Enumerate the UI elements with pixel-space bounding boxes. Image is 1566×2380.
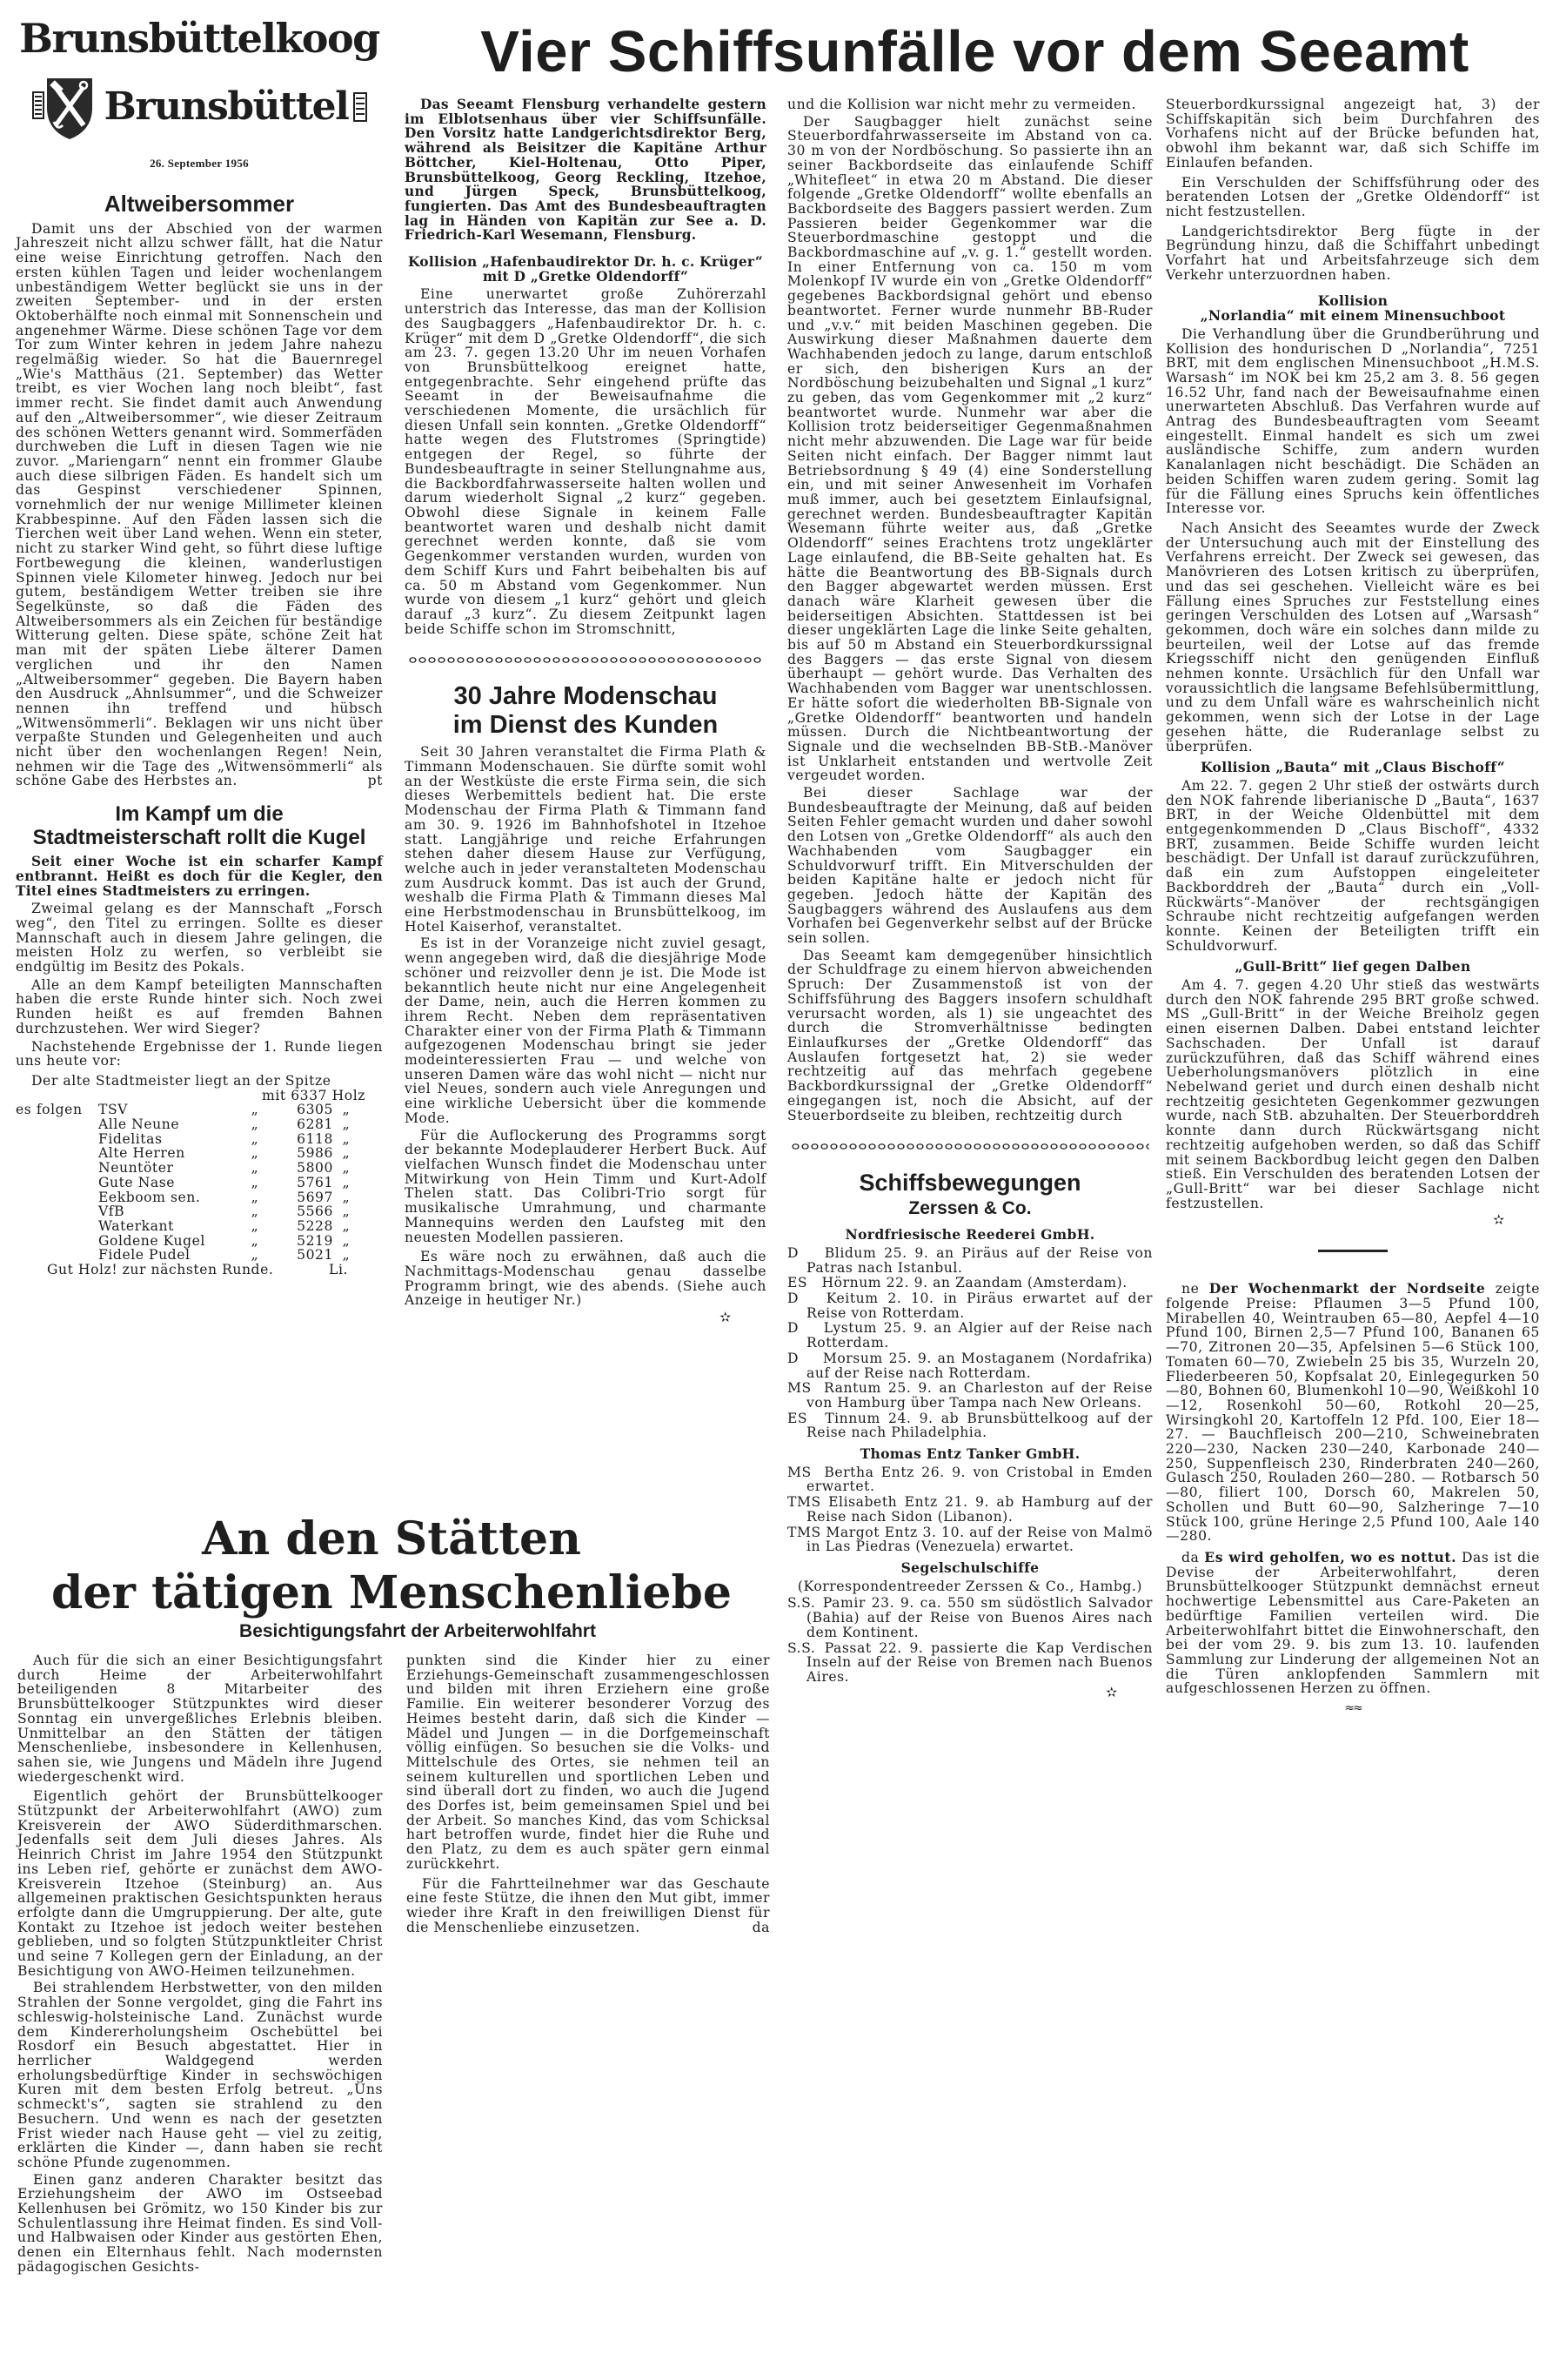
follow-label — [16, 1146, 98, 1161]
ship-status: Passat 22. 9. passierte die Kap Verdischen Inseln auf der Reise von Bremen nach Buenos Aires. — [806, 1639, 1153, 1685]
follow-label — [16, 1204, 98, 1219]
article-paragraph: Eigentlich gehört der Brunsbüttelkooger Stützpunkt der Arbeiterwohlfahrt (AWO) zum Kreisverein der AWO Süderdithmarschen. Jedenfalls seit dem Juli dieses Jahres. Als Heinrich Christ im Jahre 1954 den Stützpunkt ins Leben rief, gehörte er zunächst dem AWO-Kreisverein Itzehoe (Steinburg) an. Aus allgemeinen praktischen Gesichtspunkten heraus erfolgte dann die Umgruppierung. Der alte, gute Kontakt zu Itzehoe ist jedoch weiter bestehen geblieben, und so folgten Stützpunktleiter Christ und seine 7 Kollegen gern der Einladung, an der Besichtigung von AWO-Heimen teilzunehmen. — [17, 1788, 383, 1979]
article-heading — [405, 682, 766, 740]
ditto-mark: „ — [251, 1174, 259, 1190]
article-paragraph: punkten sind die Kinder hier zu einer Erziehungs-Gemeinschaft zusammengeschlossen und bilden mit ihren Erziehern eine große Familie. Ein weiterer besonderer Vorzug des Heimes besteht darin, daß sich die Kinder — Mädel und Jungen — in die Dorfgemeinschaft völlig einfügen. So besuchen sie die Volks- und Mittelschule des Ortes, sie nehmen teil an seinem kulturellen und sportlichen Leben und sind überall dort zu finden, wo auch die Jugend des Dorfes ist, beim gemeinsamen Spiel und bei der Arbeit. So manches Kind, das vom Schicksal hart betroffen wurde, findet hier die Ruhe und den Platz, zu dem es auch später gern einmal zurückkehrt. — [406, 1653, 770, 1872]
results-row — [16, 1204, 383, 1219]
section-divider — [1318, 1250, 1388, 1252]
ditto-mark: „ — [251, 1130, 259, 1147]
article-paragraph: Damit uns der Abschied von der warmen Jahreszeit nicht allzu schwer fällt, hat die Natur eine weise Einrichtung getroffen. Nach den ersten kühlen Tagen und leider wochenlangem unbeständigem Wetter beglückt sie uns in der zweiten September- und in der ersten Oktoberhälfte noch einmal mit Sonnenschein und angenehmer Wärme. Diese schönen Tage vor dem Tor zum Winter kehren in jedem Jahre nahezu regelmäßig wieder. So hat die Bauernregel „Wie's Matthäus (21. September) das Wetter treibt, es vier Wochen lang noch bleibt“, fast immer recht. Sie findet damit auch Anwendung auf den „Altweibersommer“, wie dieser Zeitraum des schönen Wetters genannt wird. Sommerfäden durchweben die Luft in diesen Tagen wie nie zuvor. „Mariengarn“ nennt ein frommer Glaube auch diese silbrigen Fäden. Es handelt sich um das Gespinst verschiedener Spinnen, vornehmlich der nur wenige Millimeter kleinen Krabbespinne. Auf den Fäden lassen sich die Tierchen weit über Land wehen. Wenn ein steter, nicht zu starker Wind geht, so führt diese luftige Fortbewegung die kleinen, wanderlustigen Spinnen viele Kilometer hinweg. Jedoch nur bei gutem, beständigem Wetter treiben sie ihre Segelkünste, so daß die Fäden des Altweibersommers als ein Zeichen für beständige Witterung gelten. Diese späte, schöne Zeit hat man mit der späten Liebe älterer Damen verglichen und ihr den Namen „Altweibersommer“ gegeben. Die Bayern haben den Ausdruck „Ahnlsummer“, und die Schweizer nennen ihn treffend und hübsch „Witwensömmerli“. Beklagen wir uns nicht über verpaßte Stunden und Gelegenheiten und auch nicht über den wochenlangen Regen! Nein, nehmen wir die Tage des „Witwensömmerli“ als schöne Gabe des Herbstes an. pt — [16, 220, 383, 789]
results-row — [16, 1248, 383, 1263]
team-name: Fidele Pudel — [98, 1247, 191, 1264]
article-paragraph: Es ist in der Voranzeige nicht zuviel gesagt, wenn angegeben wird, daß die diesjährige Mode schöner und reizvoller denn je ist. Die Mode ist bekanntlich heute nicht nur eine Angelegenheit der Dame, nein, auch die Herren kommen zu ihrem Recht. Neben dem repräsentativen Charakter einer von der Firma Plath & Timmann aufgezogenen Modenschau bringt sie jeder modeinteressierten Frau — und welche von unseren Damen wäre das wohl nicht — nicht nur viel Neues, sondern auch viele Anregungen und eine wirkliche Uebersicht über die kommende Mode. — [405, 935, 766, 1126]
wochenmarkt-paragraph — [1166, 1282, 1540, 1544]
ship-status: Bertha Entz 26. 9. von Cristobal in Emden erwartet. — [806, 1464, 1153, 1495]
company-heading: Thomas Entz Tanker GmbH. — [860, 1445, 1081, 1463]
team-name: Eekboom sen. — [98, 1189, 201, 1205]
ship-status: Rantum 25. 9. an Charleston auf der Reise von Hamburg über Tampa nach New Orleans. — [806, 1380, 1154, 1411]
item-title: Der Wochenmarkt der Nordseite — [1208, 1280, 1486, 1297]
ship-entry — [787, 1321, 1153, 1350]
wave-end-mark-icon: ≈≈ — [1344, 1701, 1362, 1716]
column-1-bottom — [17, 1653, 383, 2277]
ditto-mark: „ — [251, 1160, 259, 1177]
section-heading: „Gull-Britt“ lief gegen Dalben — [1235, 958, 1471, 975]
team-score: 5228 — [297, 1218, 333, 1234]
ditto-mark: „ — [251, 1232, 259, 1249]
ship-status: Elisabeth Entz 21. 9. ab Hamburg auf der Reise nach Sidon (Libanon). — [806, 1494, 1153, 1525]
follow-label — [16, 1248, 98, 1263]
follow-label — [16, 1132, 98, 1147]
coat-of-arms-icon — [31, 73, 99, 141]
ship-entry — [787, 1291, 1153, 1320]
ship-type: S.S. — [787, 1595, 816, 1612]
article-paragraph: Für die Auflockerung des Programms sorgt der bekannte Modeplauderer Herbert Buck. Auf vielfachen Wunsch findet die Modenschau unter Mitwirkung von Hein Timm und Kurt-Adolf Thelen statt. Das Colibri-Trio sorgt für musikalische Umrahmung, und charmante Mannequins werden den Laufsteg mit den neuesten Modellen passieren. — [405, 1127, 766, 1245]
ship-entry — [787, 1596, 1153, 1639]
ship-entry — [787, 1246, 1153, 1275]
follow-label — [16, 1219, 98, 1234]
team-name: Waterkant — [98, 1218, 174, 1234]
column-4 — [1166, 97, 1540, 1716]
closing-line: Gut Holz! zur nächsten Runde. — [47, 1262, 274, 1278]
author-signature: da — [752, 1919, 770, 1935]
ship-type: D — [787, 1320, 800, 1337]
masthead-subtitle: Brunsbüttel — [104, 84, 349, 129]
ship-type: TMS — [787, 1524, 821, 1540]
ditto-mark: „ — [342, 1160, 351, 1177]
team-name: Alle Neune — [98, 1116, 180, 1133]
ditto-mark: „ — [251, 1247, 259, 1264]
article-paragraph: Das Seeamt kam demgegenüber hinsichtlich der Schuldfrage zu einem hiervon abweichenden Spruch: Der Zusammenstoß ist von der Schiffsführung des Baggers insofern schuldhaft verursacht worden, als 1) sie ungeachtet des durch die Stromverhältnisse bedingten Einlaufkurses der „Gretke Oldendorff“ das Auslaufen fortgesetzt hat, 2) sie weder rechtzeitig auf das mehrfach gegebene Backbordkurssignal der „Gretke Oldendorff“ eingegangen ist, noch die Absicht, auf der Steuerbordseite zu bleiben, rechtzeitig durch — [787, 947, 1153, 1123]
follow-label: es folgen — [16, 1102, 83, 1118]
article-paragraph: Es wäre noch zu erwähnen, daß auch die Nachmittags-Modenschau genau dasselbe Programm bringt, wie des abends. (Siehe auch Anzeige in heutiger Nr.) — [405, 1249, 766, 1309]
ship-entry — [787, 1495, 1153, 1524]
article-kegeln — [16, 802, 383, 1277]
article-paragraph: Am 4. 7. gegen 4.20 Uhr stieß das westwärts durch den NOK fahrende 295 BRT große schwed. MS „Gull-Britt“ in der Weiche Breiholz gegen einen eisernen Dalben. Dabei entstand leichter Sachschaden. Der Unfall ist darauf zurückzuführen, daß das Schiff während eines Ueberholungsmanövers plötzlich in eine Nebelwand geriet und durch einen deshalb nicht rechtzeitig gesichteten Gegenkommer gezwungen wurde, nach StB. abzuhalten. Der Steuerborddreh konnte dann durch Rückwärtsgang nicht rechtzeitig aufgehoben werden, so daß das Schiff mit seinem Backbordbug leicht gegen den Dalben stieß. Ein Verschulden des beratenden Lotsen der „Gull-Britt“ war bei dieser Sachlage nicht festzustellen. — [1166, 977, 1540, 1211]
ship-status: Lystum 25. 9. an Algier auf der Reise nach Rotterdam. — [806, 1320, 1153, 1351]
article-paragraph: Seit 30 Jahren veranstaltet die Firma Plath & Timmann Modenschauen. Sie dürfte somit wohl an der Westküste die erste Firma sein, die sich dieses Werbemittels bedient hat. Die erste Modenschau der Firma Plath & Timmann fand am 30. 9. 1926 im Bahnhofshotel in Itzehoe statt. Langjährige und reiche Erfahrungen stehen daher diesem Hause zur Verfügung, welche auch in jeder veranstalteten Modenschau zum Ausdruck kommt. Das ist auch der Grund, weshalb die Firma Plath & Timmann dieses Mal eine Herbstmodenschau in Brunsbüttelkoog, im Hotel Kaiserhof, veranstaltet. — [405, 744, 766, 935]
article-heading: Im Kampf um die Stadtmeisterschaft rollt die Kugel — [32, 802, 366, 850]
article-altweibersommer — [16, 191, 383, 788]
leader-text: Der alte Stadtmeister liegt an der Spitze — [31, 1072, 331, 1089]
ditto-mark: „ — [342, 1130, 351, 1147]
team-name: Alte Herren — [98, 1145, 185, 1162]
article-lead: Das Seeamt Flensburg verhandelte gestern im Elblotsenhaus über vier Schiffsunfälle. Den Vorsitz hatte Landgerichtsdirektor Berg, während als Beisitzer die Kapitäne Arthur Böttcher, Kiel-Holtenau, Otto Piper, Brunsbüttelkoog, Georg Reckling, Itzehoe, und Jürgen Speck, Brunsbüttelkoog, fungierten. Das Amt des Bundesbeauftragten lag in Händen von Kapitän zur See a. D. Friedrich-Karl Wesemann, Flensburg. — [405, 97, 766, 244]
article-paragraph: Zweimal gelang es der Mannschaft „Forsch weg“, den Titel zu erringen. Sollte es dieser Mannschaft auch in diesem Jahre gelingen, die meisten Holz zu werfen, so verbleibt sie endgültig im Besitz des Pokals. — [16, 901, 383, 975]
ditto-mark: „ — [342, 1247, 351, 1264]
ditto-mark: „ — [342, 1218, 351, 1234]
article-paragraph: Bei dieser Sachlage war der Bundesbeauftragte der Meinung, daß auf beiden Seiten Fehler gemacht wurden und daher sowohl den Lotsen von „Gretke Oldendorff“ als auch den Wachhabenden vom Saugbagger ein Schuldvorwurf trifft. Ein Mitverschulden der beiden Kapitäne halte er jedoch nicht für gegeben. Jedoch hätte der Kapitän des Saugbaggers während des Auslaufens aus dem Vorhafen bei Gegenverkehr selbst auf der Brücke sein sollen. — [787, 785, 1153, 947]
results-row — [16, 1219, 383, 1234]
results-row — [16, 1234, 383, 1249]
issue-date: 26. September 1956 — [150, 157, 249, 170]
team-name: Fidelitas — [98, 1130, 163, 1147]
team-score: 5219 — [297, 1232, 333, 1249]
ship-entry — [787, 1525, 1153, 1554]
heading-line: im Dienst des Kunden — [452, 711, 719, 740]
ship-status: Margot Entz 3. 10. auf der Reise von Malmö in Las Piedras (Venezuela) erwartet. — [806, 1524, 1153, 1555]
ornament-divider — [791, 1142, 1149, 1151]
masthead-crest-row — [16, 73, 383, 141]
ship-type: D — [787, 1350, 800, 1366]
column-3 — [787, 97, 1153, 1700]
company-heading: Nordfriesische Reederei GmbH. — [845, 1226, 1095, 1244]
article-paragraph: Ein Verschulden der Schiffsführung oder des beratenden Lotsen der „Gretke Oldendorff“ ist nicht festzustellen. — [1166, 174, 1540, 219]
ship-type: MS — [787, 1464, 812, 1480]
results-row — [16, 1161, 383, 1176]
leader-score: mit 6337 Holz — [262, 1087, 365, 1103]
article-paragraph: Einen ganz anderen Charakter besitzt das Erziehungsheim der AWO im Ostseebad Kellenhusen bei Grömitz, wo 150 Kinder bis zur Schulentlassung ihre Heimat finden. Es sind Voll- und Halbwaisen oder Kinder aus gestörten Ehen, denen ein Elternhaus fehlt. Nach modernsten pädagogischen Gesichts- — [17, 2171, 383, 2275]
headline-line: der tätigen Menschenliebe — [51, 1566, 732, 1619]
ditto-mark: „ — [342, 1116, 351, 1133]
article-paragraph: Landgerichtsdirektor Berg fügte in der Begründung hinzu, daß die Schiffahrt unbedingt Vorfahrt hat und Arbeitsfahrzeuge sich dem Verkehr unterzuordnen haben. — [1166, 223, 1540, 283]
ship-movements — [787, 1169, 1153, 1699]
article-paragraph: Auch für die sich an einer Besichtigungsfahrt durch Heime der Arbeiterwohlfahrt beteiligenden 8 Mitarbeiter des Brunsbüttelkooger Stützpunktes wird dieser Sonntag ein unvergeßliches Erlebnis bleiben. Unmittelbar an den Stätten der tätigen Menschenliebe, insbesondere in Kellenhusen, sahen sie, wie Jungens und Mädeln ihre Jugend wiedergeschenkt wird. — [17, 1653, 383, 1785]
menschenliebe-headline — [0, 1512, 783, 1643]
ship-entry — [787, 1381, 1153, 1410]
ship-type: D — [787, 1291, 800, 1307]
masthead — [16, 12, 383, 171]
team-score: 5697 — [297, 1189, 333, 1205]
section-heading: Kollision „Hafenbaudirektor Dr. h. c. Krüger“ mit D „Gretke Oldendorff“ — [407, 254, 764, 285]
ditto-mark: „ — [251, 1189, 259, 1205]
team-name: Neuntöter — [98, 1160, 174, 1177]
ship-entry — [787, 1641, 1153, 1685]
section-heading: Kollision „Norlandia“ mit einem Minensuchboot — [1200, 292, 1506, 325]
column-2-bottom — [406, 1653, 770, 1937]
ship-status: Keitum 2. 10. in Piräus erwartet auf der Reise von Rotterdam. — [806, 1291, 1153, 1321]
ship-status: Hörnum 22. 9. an Zaandam (Amsterdam). — [821, 1275, 1128, 1291]
article-paragraph: Bei strahlendem Herbstwetter, von den milden Strahlen der Sonne vergoldet, ging die Fahrt ins schleswig-holsteinische Land. Zunächst wurde dem Kindererholungsheim Oschebüttel bei Rosdorf ein Besuch abgestattet. Hier in herrlicher Waldgegend werden erholungsbedürftige Kinder in sechswöchigen Kuren mit dem besten Erfolg betreut. „Uns schmeckt's“, sagten sie strahlend zu den Besuchern. Und wenn es nach der gesetzten Frist wieder nach Hause geht — viel zu zeitig, erklärten die Kinder —, dann haben sie recht schöne Pfunde zugenommen. — [17, 1980, 383, 2170]
ship-status: Morsum 25. 9. an Mostaganem (Nordafrika) auf der Reise nach Rotterdam. — [806, 1350, 1153, 1381]
author-initials: ne — [1181, 1281, 1200, 1297]
results-row — [16, 1190, 383, 1205]
ship-status: Tinnum 24. 9. ab Brunsbüttelkoog auf der Reise nach Philadelphia. — [806, 1410, 1153, 1441]
ditto-mark: „ — [342, 1102, 351, 1118]
article-paragraph: und die Kollision war nicht mehr zu vermeiden. — [787, 97, 1136, 112]
ditto-mark: „ — [251, 1102, 259, 1118]
ship-type: ES — [787, 1275, 808, 1291]
item-text: zeigte folgende Preise: Pflaumen 3—5 Pfund 100, Mirabellen 40, Weintrauben 65—80, Aepfel 4—10 Pfund 100, Birnen 2,5—7 Pfund 100, Bananen 65—70, Zitronen 20—35, Apfelsinen 5—6 Stück 100, Tomaten 60—70, Zwiebeln 25 bis 35, Wurzeln 20, Fliederbeeren 50, Kopfsalat 20, Einlegegurken 50—80, Bohnen 60, Blumenkohl 10—90, Weißkohl 10—12, Rosenkohl 50—60, Rotkohl 20—25, Wirsingkohl 20, Kartoffeln 12 Pfd. 100, Eier 18—27. — Bauchfleisch 200—210, Schweinebraten 220—230, Nacken 230—240, Karbonade 240—250, Suppenfleisch 230, Rinderbraten 240—260, Gulasch 250, Rouladen 260—280. — Rotbarsch 50—80, filiert 100, Dorsch 60, Makrelen 50, Schollen und Butt 60—90, Salzheringe 7—10 Stück 100, grüne Heringe 2,5 Pfund 100, Aale 140—280. — [1166, 1281, 1540, 1545]
end-star-icon: ✫ — [1493, 1211, 1505, 1229]
item-text: Das ist die Devise der Arbeiterwohlfahrt, deren Brunsbüttelkooger Stützpunkt demnächst erneut hochwertige Lebensmittel aus Care-Paketen an bedürftige Familien verteilen wird. Die Arbeiterwohlfahrt bittet die Einwohnerschaft, den bei der vom 29. 9. bis zum 13. 10. laufenden Sammlung zur Linderung der allgemeinen Not an die Türen anklopfenden Sammlern mit aufgeschlossenen Herzen zu öffnen. — [1166, 1549, 1540, 1697]
article-paragraph: Die Verhandlung über die Grundberührung und Kollision des hondurischen D „Norlandia“, 7251 BRT, mit dem englischen Minensuchboot „H.M.S. Warsash“ im NOK bei km 25,2 am 3. 8. 56 gegen 16.52 Uhr, fand nach der Beweisaufnahme einen unerwarteten Abschluß. Das Verfahren wurde auf Antrag des Bundesbeauftragten vom Seeamt eingestellt. Einmal handelt es sich um zwei ausländische Schiffe, zum andern wurden Kanalanlagen nicht beschädigt. Die Schäden an beiden Schiffen waren zudem gering. Somit lag für die Fällung eines Spruchs kein öffentliches Interesse vor. — [1166, 325, 1540, 517]
author-signature: pt — [367, 773, 383, 789]
follow-label — [16, 1161, 98, 1176]
ship-entry — [787, 1465, 1153, 1494]
team-score: 5566 — [297, 1203, 333, 1220]
results-row — [16, 1132, 383, 1147]
article-paragraph: Nachstehende Ergebnisse der 1. Runde liegen uns heute vor: — [16, 1038, 383, 1069]
follow-label — [16, 1234, 98, 1249]
headline-line: An den Stätten — [202, 1512, 581, 1565]
section-heading: Schiffsbewegungen — [859, 1170, 1081, 1197]
results-row — [16, 1117, 383, 1132]
article-paragraph: Eine unerwartet große Zuhörerzahl unterstrich das Interesse, das man der Kollision des Saugbaggers „Hafenbaudirektor Dr. h. c. Krüger“ mit dem D „Gretke Oldendorff“, die sich am 23. 7. gegen 13.20 Uhr im neuen Vorhafen von Brunsbüttelkoog ereignet hatte, entgegenbrachte. Sehr eingehend prüfte das Seeamt in der Beweisaufnahme die verschiedenen Momente, die ursächlich für diesen Unfall sein konnten. „Gretke Oldendorff“ hatte wegen des Flutstromes (Springtide) entgegen der Regel, so führte der Bundesbeauftragte in seiner Stellungnahme aus, die Backbordfahrwasserseite halten wollen und darum wiederholt Signal „2 kurz“ gegeben. Obwohl diese Signale in keinem Falle beantwortet waren und deshalb nicht damit gerechnet werden konnte, daß sie vom Gegenkommer verstanden wurden, wurden von dem Schiff Kurs und Fahrt beibehalten bis auf ca. 50 m Abstand vom Gegenkommer. Nun wurde von diesem „1 kurz“ gehört und gleich darauf „3 kurz“. Zu diesem Zeitpunkt lagen beide Schiffe schon im Stromschnitt, — [405, 286, 766, 637]
end-star-icon: ✫ — [1106, 1683, 1118, 1700]
article-paragraph: Nach Ansicht des Seeamtes wurde der Zweck der Untersuchung auch mit der Einstellung des Verfahrens erreicht. Der Zweck sei gewesen, das Manövrieren des Lotsen kritisch zu überprüfen, und das sei geschehen. Vielleicht wäre es bei Fällung eines Spruches zur Feststellung eines geringen Verschulden des Lotsen auf „Warsash“ gekommen, doch wäre ein solches dann milde zu beurteilen, weil der Lotse auf das fremde Kriegsschiff nicht den genügenden Einfluß nehmen konnte. Ursächlich für den Unfall war voraussichtlich die langsame Befehlsübermittlung, und zu dem Unfall wäre es wahrscheinlich nicht gekommen, wenn sich der Lotse in der Lage gesehen hätte, die Ruderanlage selbst zu überprüfen. — [1166, 520, 1540, 754]
ship-type: TMS — [787, 1494, 821, 1511]
team-score: 6305 — [297, 1102, 333, 1118]
column-2-top — [405, 97, 766, 1324]
ditto-mark: „ — [251, 1116, 259, 1133]
ditto-mark: „ — [342, 1232, 351, 1249]
ditto-mark: „ — [251, 1203, 259, 1220]
ditto-mark: „ — [342, 1189, 351, 1205]
follow-label — [16, 1117, 98, 1132]
team-name: TSV — [98, 1102, 128, 1118]
article-paragraph: Der Saugbagger hielt zunächst seine Steuerbordfahrwasserseite im Abstand von ca. 30 m von der Nordböschung. So passierte ihn an seiner Backbordseite das einlaufende Schiff „Whitefleet“ in etwa 20 m Abstand. Die dieser folgende „Gretke Oldendorff“ wollte ebenfalls an Backbordseite des Baggers passiert werden. Zum Passieren beider Gegenkommer war die Steuerbordmaschine gestoppt und die Backbordmaschine auf „v. g. 1.“ gestellt worden. In einer Entfernung von ca. 150 m vom Molenkopf IV wurde ein von „Gretke Oldendorff“ gegebenes Backbordsignal gehört und ebenso beantwortet. Ferner wurde nunmehr BB-Ruder und „v.v.“ mit beiden Maschinen gegeben. Die Auswirkung dieser Maßnahmen dauerte dem Wachhabenden jedoch zu lange, darum entschloß er sich, den bisherigen Kurs an der Nordböschung beizubehalten und Signal „1 kurz“ zu geben, das vom Gegenkommer mit „2 kurz“ beantwortet wurde. Nunmehr war aber die Kollision trotz beiderseitiger Gegenmaßnahmen nicht mehr abzuwenden. Die Lage war für beide Seiten nicht einfach. Der Bagger nimmt laut Betriebsordnung § 49 (4) eine Sonderstellung ein, und mit seiner Anwesenheit im Vorhafen muß immer, auch bei gesetztem Einlaufsignal, gerechnet werden. Bundesbeauftragter Kapitän Wesemann führte weiter aus, daß „Gretke Oldendorff“ seines Erachtens trotz ungeklärter Lage einlaufend, die BB-Seite gehalten hat. Es hätte die Beantwortung des BB-Signals durch den Bagger abgewartet werden müssen. Erst danach wäre Klarheit gewesen über die beiderseitigen Absichten. Stattdessen ist bei dieser ungeklärten Lage die linke Seite gehalten, bis auf 50 m Abstand ein Steuerbordkurssignal des Baggers — das erste Signal von diesem überhaupt — gehört wurde. Das Verhalten des Wachhabenden vom Bagger war unentschlossen. Er hätte sofort die wiederholten BB-Signale von „Gretke Oldendorff“ beantworten und handeln müssen. Durch die Nichtbeantwortung der Signale und die wechselnden BB-StB.-Manöver ist Unklarheit entstanden und wertvolle Zeit vergeudet worden. — [787, 113, 1153, 784]
ditto-mark: „ — [342, 1203, 351, 1220]
ditto-mark: „ — [342, 1174, 351, 1190]
heading-line: 30 Jahre Modenschau — [453, 682, 718, 711]
ship-type: ES — [787, 1410, 808, 1426]
agent-name: Zerssen & Co. — [908, 1198, 1032, 1219]
ditto-mark: „ — [251, 1145, 259, 1162]
company-note: (Korrespondentreeder Zerssen & Co., Hambg.) — [797, 1578, 1143, 1594]
results-table — [16, 1074, 383, 1277]
ship-entry — [787, 1351, 1153, 1380]
ship-status: Pamir 23. 9. ca. 550 sm südöstlich Salvador (Bahia) auf der Reise von Buenos Aires nach dem Kontinent. — [806, 1595, 1153, 1640]
geholfen-paragraph — [1166, 1548, 1540, 1697]
team-score: 5986 — [297, 1145, 333, 1162]
flag-icon — [353, 88, 367, 126]
follow-label — [16, 1190, 98, 1205]
results-row — [16, 1103, 383, 1117]
team-score: 6118 — [297, 1130, 333, 1147]
team-name: VfB — [98, 1203, 125, 1220]
article-lead: Seit einer Woche ist ein scharfer Kampf entbrannt. Heißt es doch für die Kegler, den Titel eines Stadtmeisters zu erringen. — [16, 854, 383, 899]
masthead-title: Brunsbüttelkoog — [19, 15, 379, 62]
ornament-divider — [408, 655, 763, 665]
article-paragraph: Alle an dem Kampf beteiligten Mannschaften haben die erste Runde hinter sich. Noch zwei Runden heißt es auf fremden Bahnen durchzustehen. Wer wird Sieger? — [16, 976, 383, 1036]
author-initials: da — [1181, 1549, 1200, 1565]
article-paragraph: Steuerbordkurssignal angezeigt hat, 3) der Schiffskapitän sich beim Durchfahren des Vorhafens nicht auf der Brücke befunden hat, obwohl ihm bekannt war, daß sich Schiffe im Einlaufen befanden. — [1166, 97, 1540, 171]
article-paragraph: Für die Fahrtteilnehmer war das Geschaute eine feste Stütze, die ihnen den Mut gibt, immer wieder ihre Kraft in den freiwilligen Dienst für die Menschenliebe einzusetzen. da — [406, 1875, 770, 1935]
column-1-top — [16, 12, 383, 1281]
team-score: 6281 — [297, 1116, 333, 1133]
team-name: Goldene Kugel — [98, 1232, 205, 1249]
author-signature: Li. — [329, 1262, 348, 1278]
follow-label — [16, 1176, 98, 1190]
section-heading: Kollision „Bauta“ mit „Claus Bischoff“ — [1201, 759, 1505, 776]
ship-entry — [787, 1411, 1153, 1440]
main-headline: Vier Schiffsunfälle vor dem Seeamt — [480, 19, 1469, 84]
ship-type: S.S. — [787, 1639, 816, 1656]
ship-type: D — [787, 1244, 800, 1261]
team-score: 5800 — [297, 1160, 333, 1177]
team-score: 5021 — [297, 1247, 333, 1264]
ditto-mark: „ — [251, 1218, 259, 1234]
ship-entry — [787, 1276, 1153, 1291]
results-row — [16, 1176, 383, 1190]
company-heading: Segelschulschiffe — [900, 1559, 1040, 1576]
results-row — [16, 1146, 383, 1161]
ship-status: Blidum 25. 9. an Piräus auf der Reise von Patras nach Istanbul. — [806, 1244, 1153, 1276]
ditto-mark: „ — [342, 1145, 351, 1162]
team-score: 5761 — [297, 1174, 333, 1190]
item-title: Es wird geholfen, wo es nottut. — [1204, 1548, 1457, 1565]
article-heading: Altweibersommer — [104, 190, 295, 217]
team-name: Gute Nase — [98, 1174, 176, 1190]
subheading: Besichtigungsfahrt der Arbeiterwohlfahrt — [239, 1621, 596, 1641]
ship-type: MS — [787, 1380, 812, 1397]
article-paragraph: Am 22. 7. gegen 2 Uhr stieß der ostwärts durch den NOK fahrende liberianische D „Bauta“, 1637 BRT, in der Weiche Oldenbüttel mit dem entgegenkommenden D „Claus Bischoff“, 4332 BRT, zusammen. Beide Schiffe wurden leicht beschädigt. Der Unfall ist darauf zurückzuführen, daß ein zum Aufstoppen eingeleiteter Backborddreh der „Bauta“ durch ein „Voll-Rückwärts“-Manöver der rechtsgängigen Schraube nicht rechtzeitig aufgefangen werden konnte. Keinen der Beteiligten trifft ein Schuldvorwurf. — [1166, 777, 1540, 954]
end-star-icon: ✫ — [719, 1309, 732, 1326]
